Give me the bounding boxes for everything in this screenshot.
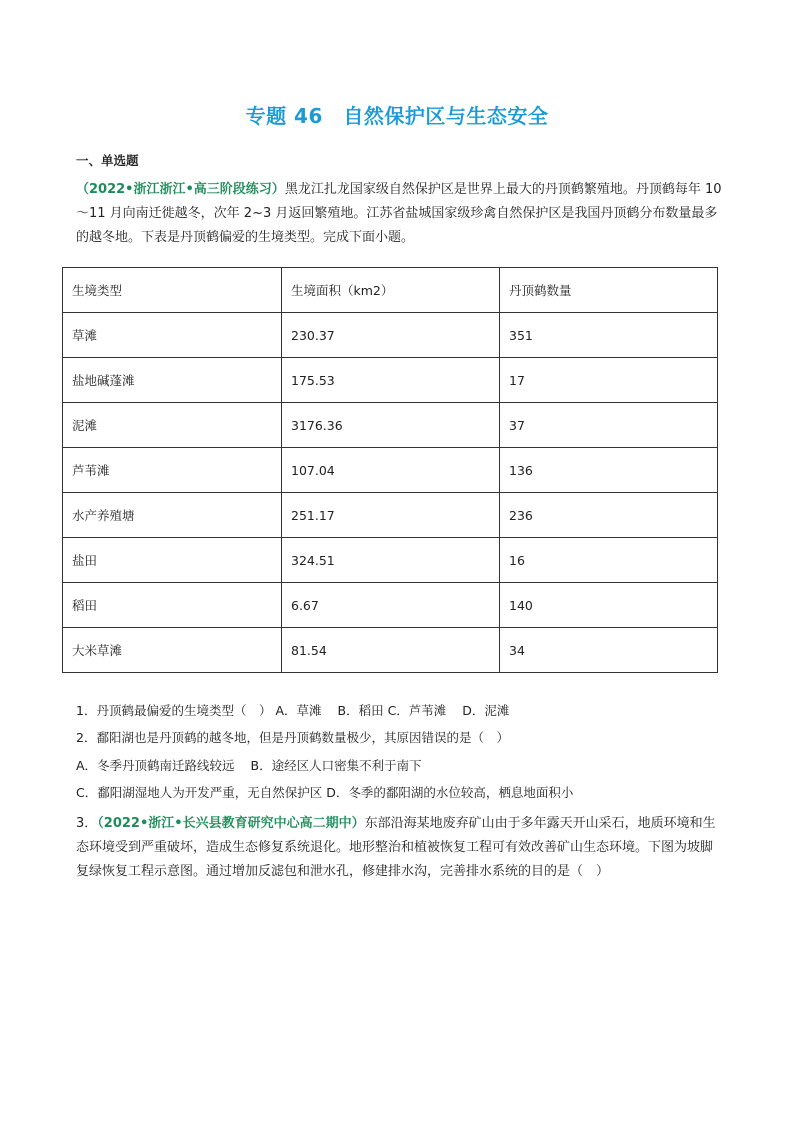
table-cell: 大米草滩 <box>63 628 282 673</box>
question-2-option-d: D．冬季的鄱阳湖的水位较高，栖息地面积小 <box>326 785 574 800</box>
table-cell: 草滩 <box>63 313 282 358</box>
table-row <box>63 493 718 538</box>
question-3 <box>76 812 724 884</box>
table-cell: 16 <box>500 538 718 583</box>
table-cell: 107.04 <box>282 448 500 493</box>
table-cell: 140 <box>500 583 718 628</box>
table-cell: 351 <box>500 313 718 358</box>
question-2-stem: 2．鄱阳湖也是丹顶鹤的越冬地，但是丹顶鹤数量极少，其原因错误的是（ ） <box>76 730 509 745</box>
table-row <box>63 538 718 583</box>
table-cell: 81.54 <box>282 628 500 673</box>
table-cell: 3176.36 <box>282 403 500 448</box>
question-2-options-row1 <box>76 757 422 775</box>
table-cell: 175.53 <box>282 358 500 403</box>
table-row <box>63 313 718 358</box>
question-3-number: 3． <box>76 816 98 831</box>
section-heading: 一、单选题 <box>76 153 139 168</box>
question-1-option-d: D．泥滩 <box>462 703 510 718</box>
table-row <box>63 448 718 493</box>
question-1-option-b: B．稻田 <box>337 703 384 718</box>
table-cell: 芦苇滩 <box>63 448 282 493</box>
table-cell: 324.51 <box>282 538 500 583</box>
table-cell: 6.67 <box>282 583 500 628</box>
table-header-cell: 生境面积（km2） <box>282 268 500 313</box>
table-header-cell: 丹顶鹤数量 <box>500 268 718 313</box>
question-3-source: （2022•浙江•长兴县教育研究中心高二期中） <box>97 816 365 831</box>
table-cell: 251.17 <box>282 493 500 538</box>
intro-text: 黑龙江扎龙国家级自然保护区是世界上最大的丹顶鹤繁殖地。丹顶鹤每年 10～11 月向南迁徙越冬，次年 2~3 月返回繁殖地。江苏省盐城国家级珍禽自然保护区是我国丹顶鹤分布数量最多的越冬地。下表是丹顶鹤偏爱的生境类型。完成下面小题。 <box>76 182 722 245</box>
question-1 <box>76 702 509 720</box>
table-row <box>63 583 718 628</box>
intro-paragraph <box>76 178 724 250</box>
question-3-text: 东部沿海某地废弃矿山由于多年露天开山采石，地质环境和生态环境受到严重破坏，造成生态修复系统退化。地形整治和植被恢复工程可有效改善矿山生态环境。下图为坡脚复绿恢复工程示意图。通过增加反滤包和泄水孔，修建排水沟，完善排水系统的目的是（ ） <box>76 816 716 879</box>
table-row <box>63 358 718 403</box>
table-cell: 盐田 <box>63 538 282 583</box>
table-cell: 水产养殖塘 <box>63 493 282 538</box>
table-cell: 236 <box>500 493 718 538</box>
question-1-stem: 1．丹顶鹤最偏爱的生境类型（ ） <box>76 703 272 718</box>
question-2-option-b: B．途经区人口密集不利于南下 <box>250 758 422 773</box>
habitat-table <box>62 267 718 673</box>
table-header-row <box>63 268 718 313</box>
table-header-cell: 生境类型 <box>63 268 282 313</box>
table-row <box>63 403 718 448</box>
question-1-option-c: C．芦苇滩 <box>387 703 447 718</box>
table-cell: 泥滩 <box>63 403 282 448</box>
table-cell: 136 <box>500 448 718 493</box>
question-2-options-row2 <box>76 784 573 802</box>
table-row <box>63 628 718 673</box>
table-cell: 230.37 <box>282 313 500 358</box>
question-2-option-a: A．冬季丹顶鹤南迁路线较远 <box>76 758 235 773</box>
question-2-option-c: C．鄱阳湖湿地人为开发严重，无自然保护区 <box>76 785 323 800</box>
table-cell: 37 <box>500 403 718 448</box>
question-1-option-a: A．草滩 <box>275 703 322 718</box>
page-title: 专题 46 自然保护区与生态安全 <box>245 104 549 128</box>
table-cell: 盐地碱蓬滩 <box>63 358 282 403</box>
table-cell: 稻田 <box>63 583 282 628</box>
intro-source: （2022•浙江浙江•高三阶段练习） <box>76 182 285 197</box>
table-cell: 34 <box>500 628 718 673</box>
table-cell: 17 <box>500 358 718 403</box>
